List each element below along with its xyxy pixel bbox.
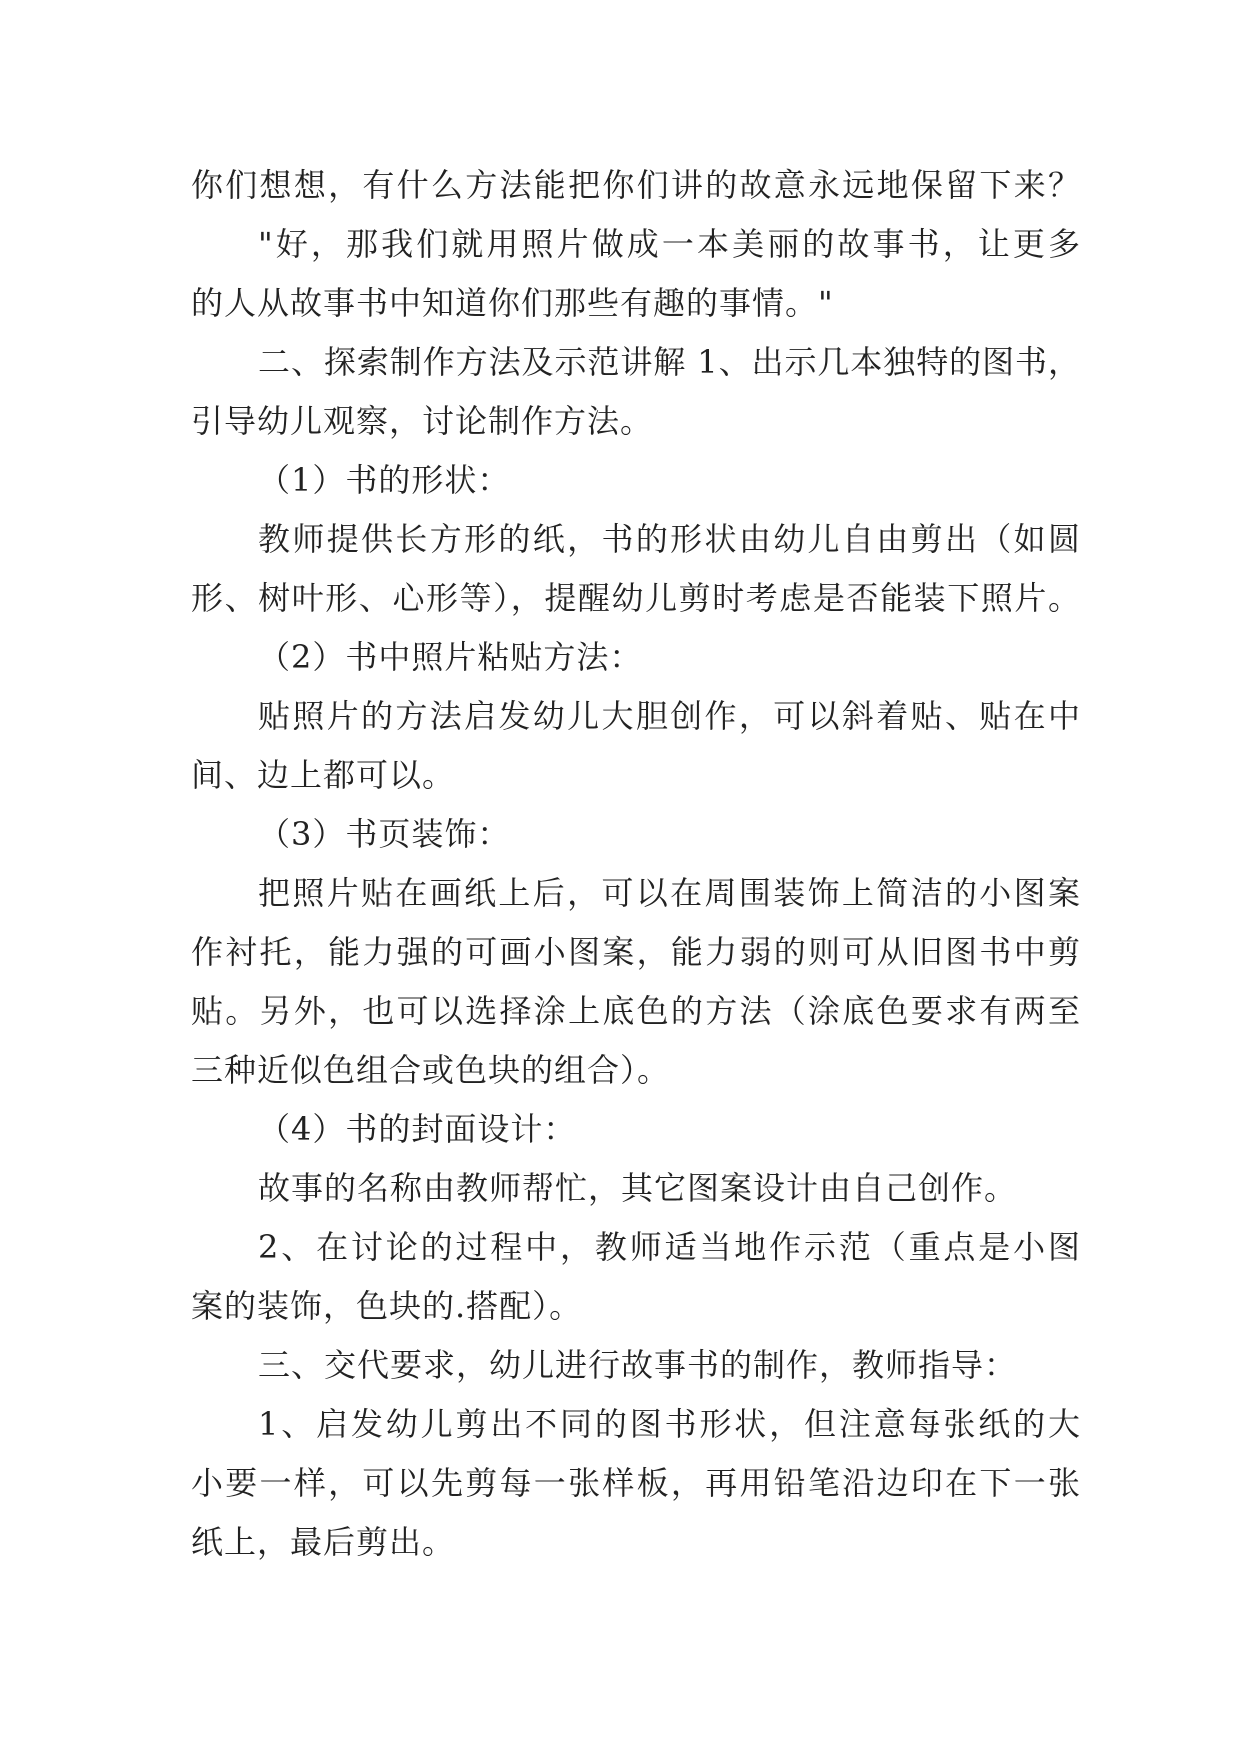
text-line: 二、探索制作方法及示范讲解 1、出示几本独特的图书， [258, 343, 1080, 381]
subheading [191, 805, 1080, 864]
text-line: 2、在讨论的过程中，教师适当地作示范（重点是小图 [258, 1228, 1080, 1266]
subheading [191, 628, 1080, 687]
text-line: 把照片贴在画纸上后，可以在周围装饰上简洁的小图案 [258, 874, 1080, 912]
paragraph [191, 1159, 1080, 1218]
text-line: （4）书的封面设计： [258, 1110, 577, 1148]
text-line: （1）书的形状： [258, 461, 511, 499]
paragraph [191, 1218, 1080, 1336]
text-line: 纸上，最后剪出。 [191, 1523, 456, 1561]
paragraph [191, 687, 1080, 805]
text-line: 三种近似色组合或色块的组合）。 [191, 1051, 671, 1089]
text-line: 形、树叶形、心形等），提醒幼儿剪时考虑是否能装下照片。 [191, 579, 1080, 617]
paragraph [191, 333, 1080, 451]
text-line: 小要一样，可以先剪每一张样板，再用铅笔沿边印在下一张 [191, 1464, 1080, 1502]
text-line: 你们想想，有什么方法能把你们讲的故意永远地保留下来？ [191, 166, 1080, 204]
paragraph [191, 156, 1080, 215]
text-line: （2）书中照片粘贴方法： [258, 638, 643, 676]
text-line: 贴。另外，也可以选择涂上底色的方法（涂底色要求有两至 [191, 992, 1080, 1030]
subheading [191, 451, 1080, 510]
paragraph [191, 1395, 1080, 1572]
text-line: 的人从故事书中知道你们那些有趣的事情。" [191, 284, 834, 322]
subheading [191, 1100, 1080, 1159]
text-line: 贴照片的方法启发幼儿大胆创作，可以斜着贴、贴在中 [258, 697, 1080, 735]
text-line: 间、边上都可以。 [191, 756, 456, 794]
text-line: 案的装饰，色块的.搭配）。 [191, 1287, 583, 1325]
text-line: 三、交代要求，幼儿进行故事书的制作，教师指导： [258, 1346, 1018, 1384]
text-line: 故事的名称由教师帮忙，其它图案设计由自己创作。 [258, 1169, 1018, 1207]
paragraph [191, 215, 1080, 333]
paragraph [191, 510, 1080, 628]
text-line: 引导幼儿观察，讨论制作方法。 [191, 402, 654, 440]
paragraph [191, 864, 1080, 1100]
text-line: 教师提供长方形的纸，书的形状由幼儿自由剪出（如圆 [258, 520, 1080, 558]
text-line: 1、启发幼儿剪出不同的图书形状，但注意每张纸的大 [258, 1405, 1080, 1443]
text-line: 作衬托，能力强的可画小图案，能力弱的则可从旧图书中剪 [191, 933, 1080, 971]
text-line: （3）书页装饰： [258, 815, 511, 853]
document-body [191, 156, 1080, 1572]
section-heading [191, 1336, 1080, 1395]
text-line: "好，那我们就用照片做成一本美丽的故事书，让更多 [258, 225, 1080, 263]
